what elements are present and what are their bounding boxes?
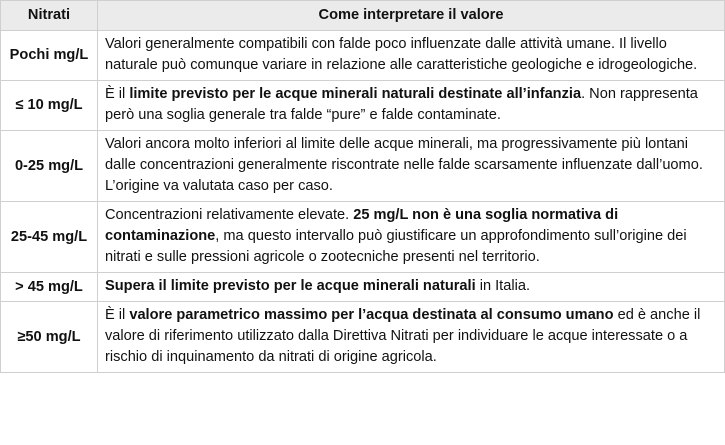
interpretation-text: ed è anche il valore di riferimento utilizzato dalla Direttiva Nitrati per individuare le acque interessate o a rischio di inquinamento da nitrati di origine agricola. <box>105 307 701 365</box>
interpretation-cell <box>98 131 725 202</box>
table-row <box>1 202 725 273</box>
header-interpretation: Come interpretare il valore <box>98 1 725 31</box>
interpretation-text: Concentrazioni relativamente elevate. <box>105 207 354 223</box>
interpretation-cell <box>98 31 725 81</box>
interpretation-text: in Italia. <box>475 278 531 294</box>
nitrate-range-cell: ≥50 mg/L <box>1 302 98 373</box>
interpretation-bold-text: Supera il limite previsto per le acque minerali naturali <box>105 278 476 294</box>
nitrate-range-cell: 25-45 mg/L <box>1 202 98 273</box>
interpretation-bold-text: valore parametrico massimo per l’acqua destinata al consumo umano <box>129 307 614 323</box>
nitrate-range-cell: > 45 mg/L <box>1 273 98 302</box>
table-row <box>1 302 725 373</box>
table-row <box>1 31 725 81</box>
interpretation-text: Valori ancora molto inferiori al limite delle acque minerali, ma progressivamente più lontani dalle concentrazioni generalmente riscontrate nelle falde scarsamente influenzate dall’uomo. L’origine va valutata caso per caso. <box>105 136 703 194</box>
table-row <box>1 131 725 202</box>
interpretation-bold-text: limite previsto per le acque minerali naturali destinate all’infanzia <box>129 86 582 102</box>
table-row <box>1 273 725 302</box>
interpretation-text: , ma questo intervallo può giustificare un approfondimento sull’origine dei nitrati e sulle pressioni agricole o zootecniche presenti nel territorio. <box>105 228 687 265</box>
interpretation-cell <box>98 81 725 131</box>
nitrate-range-cell: 0-25 mg/L <box>1 131 98 202</box>
interpretation-cell <box>98 202 725 273</box>
nitrate-range-cell: ≤ 10 mg/L <box>1 81 98 131</box>
interpretation-text: Valori generalmente compatibili con falde poco influenzate dalle attività umane. Il livello naturale può comunque variare in relazione alle caratteristiche geologiche e idrogeologiche. <box>105 36 698 73</box>
interpretation-text: È il <box>105 307 130 323</box>
header-row <box>1 1 725 31</box>
nitrate-range-cell: Pochi mg/L <box>1 31 98 81</box>
table-row <box>1 81 725 131</box>
interpretation-text: . Non rappresenta però una soglia generale tra falde “pure” e falde contaminate. <box>105 86 698 123</box>
table-body <box>1 31 725 373</box>
header-nitrati: Nitrati <box>1 1 98 31</box>
interpretation-bold-text: 25 mg/L non è una soglia normativa di contaminazione <box>105 207 619 244</box>
interpretation-text: È il <box>105 86 130 102</box>
interpretation-cell <box>98 302 725 373</box>
interpretation-cell <box>98 273 725 302</box>
